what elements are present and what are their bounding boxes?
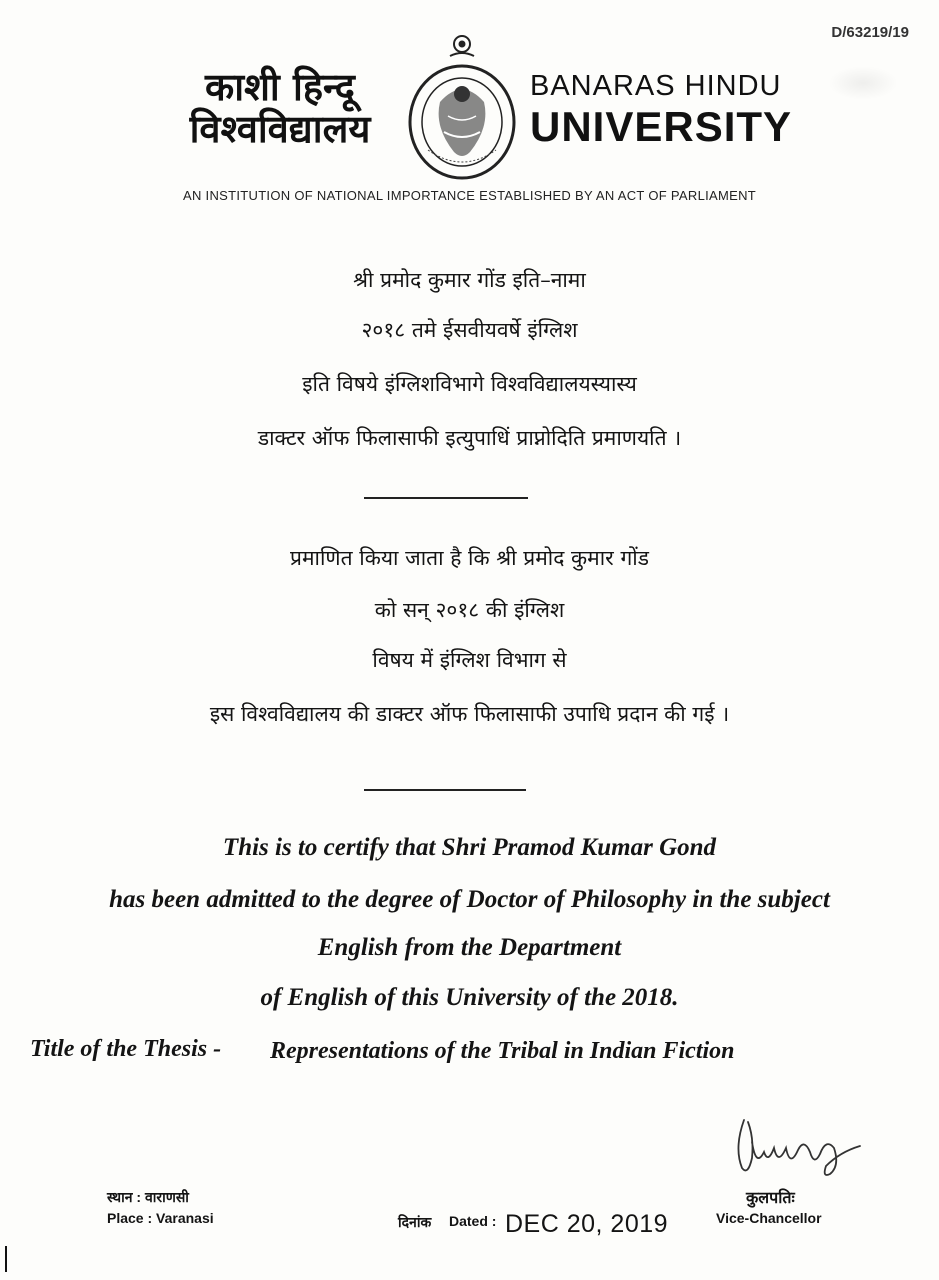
sanskrit-line-2: २०१८ तमे ईसवीयवर्षे इंग्लिश: [361, 318, 578, 342]
university-name-english: [530, 68, 792, 150]
vice-chancellor-signature: [730, 1108, 870, 1180]
university-name-hindi-line2: विश्वविद्यालय: [189, 107, 371, 151]
place-label-hindi: स्थान : वाराणसी: [107, 1189, 189, 1205]
hindi-line-2: को सन् २०१८ की इंग्लिश: [374, 598, 565, 622]
university-name-hindi: [155, 66, 405, 150]
university-name-english-line2: UNIVERSITY: [530, 103, 793, 150]
dated-label-hindi: दिनांक: [398, 1214, 432, 1230]
university-name-hindi-line1: काशी हिन्दू: [205, 65, 355, 109]
english-line-2: has been admitted to the degree of Doctor of Philosophy in the subject: [109, 886, 830, 913]
certificate-serial-number: D/63219/19: [831, 24, 909, 41]
hindi-line-4: इस विश्वविद्यालय की डाक्टर ऑफ फिलासाफी उपाधि प्रदान की गई ।: [209, 702, 730, 726]
thesis-title-label: Title of the Thesis -: [30, 1036, 222, 1062]
vice-chancellor-label-hindi: कुलपतिः: [746, 1190, 795, 1207]
institution-tagline: AN INSTITUTION OF NATIONAL IMPORTANCE ESTABLISHED BY AN ACT OF PARLIAMENT: [182, 188, 757, 203]
section-divider-2: [364, 789, 526, 791]
english-line-1: This is to certify that Shri Pramod Kumar Gond: [222, 834, 717, 861]
section-divider-1: [364, 497, 528, 499]
sanskrit-line-3: इति विषये इंग्लिशविभागे विश्वविद्यालयस्यास्य: [302, 372, 637, 396]
university-seal-icon: [400, 32, 525, 182]
hindi-line-1: प्रमाणित किया जाता है कि श्री प्रमोद कुमार गोंड: [290, 546, 649, 570]
sanskrit-line-4: डाक्टर ऑफ फिलासाफी इत्युपाधिं प्राप्नोदिति प्रमाणयति ।: [257, 426, 682, 450]
place-label-english: Place : Varanasi: [107, 1210, 214, 1226]
hindi-line-3: विषय में इंग्लिश विभाग से: [372, 648, 567, 672]
university-name-english-line1: BANARAS HINDU: [530, 70, 782, 102]
thesis-title: Representations of the Tribal in Indian Fiction: [270, 1038, 735, 1064]
vice-chancellor-label-english: Vice-Chancellor: [716, 1210, 822, 1226]
date-value: DEC 20, 2019: [505, 1210, 669, 1238]
english-line-4: of English of this University of the 2018.: [260, 984, 679, 1011]
stamp-smudge: [828, 66, 898, 100]
dated-label-english: Dated :: [449, 1213, 497, 1229]
sanskrit-line-1: श्री प्रमोद कुमार गोंड इति–नामा: [353, 268, 586, 292]
scan-edge-mark: [5, 1246, 7, 1272]
english-line-3: English from the Department: [317, 934, 622, 961]
